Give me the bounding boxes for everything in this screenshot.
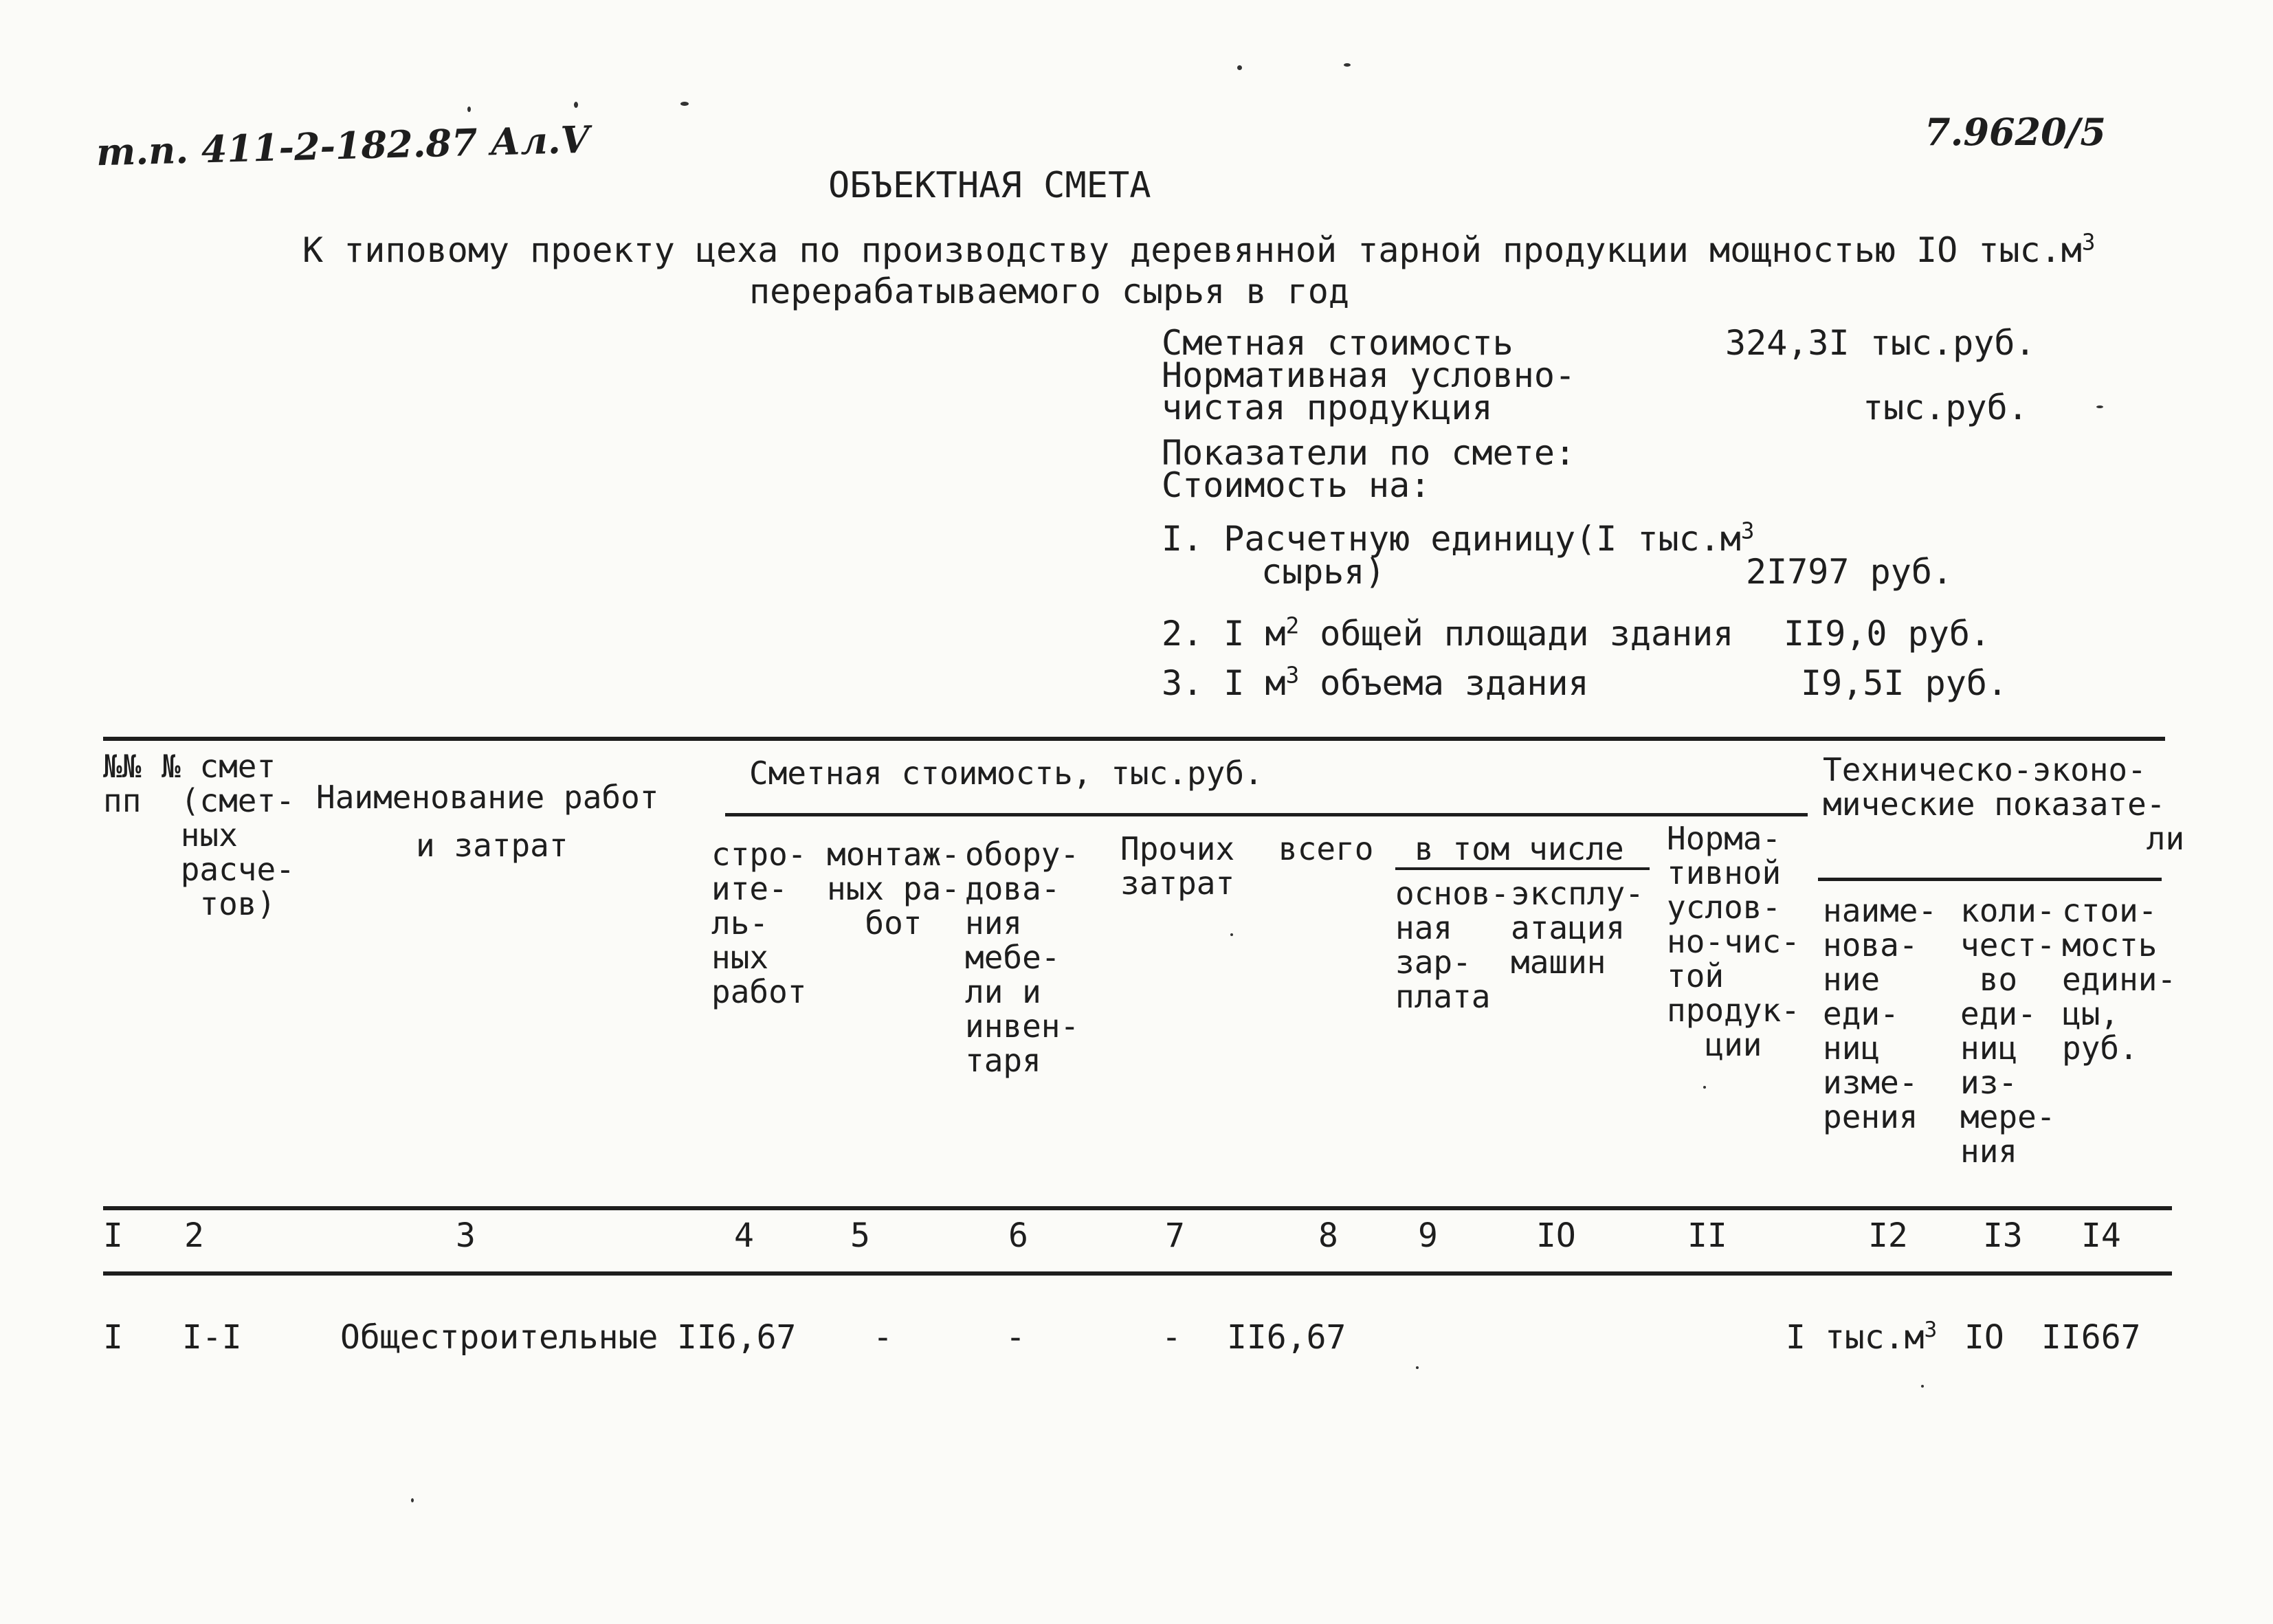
header-work-name-line2: и затрат	[416, 827, 568, 864]
scan-speck	[1237, 65, 1242, 70]
column-number-1: I	[103, 1216, 123, 1255]
indicator-1-superscript: 3	[1740, 518, 1755, 544]
scan-speck	[574, 102, 578, 108]
unit-name-text: тыс.м	[1825, 1318, 1925, 1357]
header-other-costs: Прочих затрат	[1120, 830, 1235, 902]
scan-speck	[1230, 933, 1233, 936]
subtitle-superscript: 3	[2081, 229, 2096, 256]
header-installation: монтаж- ных ра- бот	[827, 836, 960, 942]
column-number-2: 2	[184, 1216, 204, 1255]
column-number-6: 6	[1008, 1216, 1028, 1255]
indicator-3-superscript: 3	[1285, 662, 1300, 689]
normative-value: тыс.руб.	[1863, 388, 2028, 427]
scan-speck	[467, 107, 471, 112]
column-number-14: I4	[2081, 1216, 2121, 1255]
tech-group-rule	[1818, 878, 2162, 881]
column-number-10: IO	[1536, 1216, 1576, 1255]
indicator-1-line2: сырья)	[1261, 552, 1386, 592]
header-tech-group: Техническо-эконо- мические показате- ли	[1823, 751, 2185, 857]
indicator-3	[1162, 663, 1589, 703]
column-number-5: 5	[850, 1216, 870, 1255]
unit-name-superscript: 3	[1924, 1317, 1938, 1342]
column-number-13: I3	[1983, 1216, 2023, 1255]
header-cost-group: Сметная стоимость, тыс.руб.	[749, 755, 1263, 792]
construction-cost: II6,67	[677, 1318, 797, 1357]
installation-cost: -	[873, 1318, 893, 1357]
header-unit-name: наиме- нова- ние еди- ниц изме- рения	[1823, 892, 1938, 1135]
column-number-3: 3	[456, 1216, 476, 1255]
indicator-2-value: II9,0 руб.	[1784, 614, 1991, 654]
column-number-12: I2	[1868, 1216, 1908, 1255]
header-estimate-number: № смет (смет- ных расче- тов)	[162, 748, 295, 922]
indicators-label: Показатели по смете:	[1162, 433, 1576, 473]
estimated-cost-label: Сметная стоимость	[1162, 323, 1514, 363]
normative-label-line2: чистая продукция	[1162, 388, 1493, 427]
estimated-cost-value: 324,3I тыс.руб.	[1725, 323, 2036, 363]
column-numbers-rule	[103, 1271, 2172, 1276]
header-total: всего	[1278, 830, 1374, 867]
included-group-rule	[1395, 867, 1650, 870]
header-machine-operation: эксплу- атация машин	[1511, 875, 1644, 981]
indicator-1-value: 2I797 руб.	[1746, 552, 1953, 592]
normative-product: I	[1786, 1318, 1806, 1357]
document-subtitle-line2: перерабатываемого сырья в год	[749, 271, 1349, 311]
scan-speck	[2096, 405, 2103, 408]
header-equipment: обору- дова- ния мебе- ли и инвен- таря	[965, 836, 1080, 1079]
unit-name	[1825, 1318, 1937, 1357]
document-title: ОБЪЕКТНАЯ СМЕТА	[828, 165, 1151, 206]
normative-label-line1: Нормативная условно-	[1162, 355, 1576, 395]
scan-speck	[1344, 63, 1351, 67]
column-number-4: 4	[734, 1216, 754, 1255]
other-costs: -	[1162, 1318, 1182, 1357]
column-number-7: 7	[1165, 1216, 1185, 1255]
sheet-number-stamp: 7.9620/5	[1925, 110, 2106, 154]
header-included-group: в том числе	[1415, 830, 1624, 867]
header-unit-cost: стои- мость едини- цы, руб.	[2062, 892, 2177, 1067]
unit-quantity: IO	[1964, 1318, 2004, 1357]
cost-on-label: Стоимость на:	[1162, 465, 1431, 505]
unit-cost: II667	[2041, 1318, 2141, 1357]
indicator-3-value: I9,5I руб.	[1801, 663, 2008, 703]
cost-group-rule	[725, 813, 1808, 816]
scan-speck	[411, 1498, 414, 1502]
indicator-3-post: объема здания	[1299, 663, 1589, 703]
document-subtitle	[302, 230, 2095, 270]
indicator-2-post: общей площади здания	[1299, 614, 1734, 654]
row-number: I	[103, 1318, 123, 1357]
header-construction: стро- ите- ль- ных работ	[711, 836, 807, 1010]
column-number-9: 9	[1418, 1216, 1438, 1255]
column-number-11: II	[1687, 1216, 1727, 1255]
estimate-number: I-I	[182, 1318, 242, 1357]
scan-speck	[1703, 1086, 1706, 1089]
header-bottom-rule	[103, 1206, 2172, 1210]
header-normative-product: Норма- тивной услов- но-чис- той продук- ции	[1667, 820, 1800, 1063]
header-work-name-line1: Наименование работ	[316, 779, 659, 816]
scan-speck	[1416, 1366, 1419, 1369]
table-top-rule	[103, 737, 2165, 741]
total-cost: II6,67	[1227, 1318, 1346, 1357]
work-name: Общестроительные	[340, 1318, 658, 1357]
indicator-3-pre: 3. I м	[1162, 663, 1286, 703]
indicator-2-superscript: 2	[1285, 612, 1300, 639]
project-code-stamp: т.п. 411-2-182.87 Ал.V	[96, 117, 590, 175]
scan-speck	[1921, 1385, 1924, 1388]
equipment-cost: -	[1006, 1318, 1025, 1357]
scan-speck	[680, 102, 689, 106]
indicator-1	[1162, 519, 1754, 559]
header-unit-quantity: коли- чест- во еди- ниц из- мере- ния	[1960, 892, 2056, 1170]
header-row-number: №№ пп	[103, 748, 142, 819]
subtitle-line1: К типовому проекту цеха по производству деревянной тарной продукции мощностью IO тыс.м	[302, 230, 2082, 270]
column-number-8: 8	[1318, 1216, 1338, 1255]
header-basic-wages: основ- ная зар- плата	[1395, 875, 1510, 1015]
indicator-2-pre: 2. I м	[1162, 614, 1286, 654]
indicator-2	[1162, 614, 1733, 654]
indicator-1-text: I. Расчетную единицу(I тыс.м	[1162, 519, 1741, 559]
